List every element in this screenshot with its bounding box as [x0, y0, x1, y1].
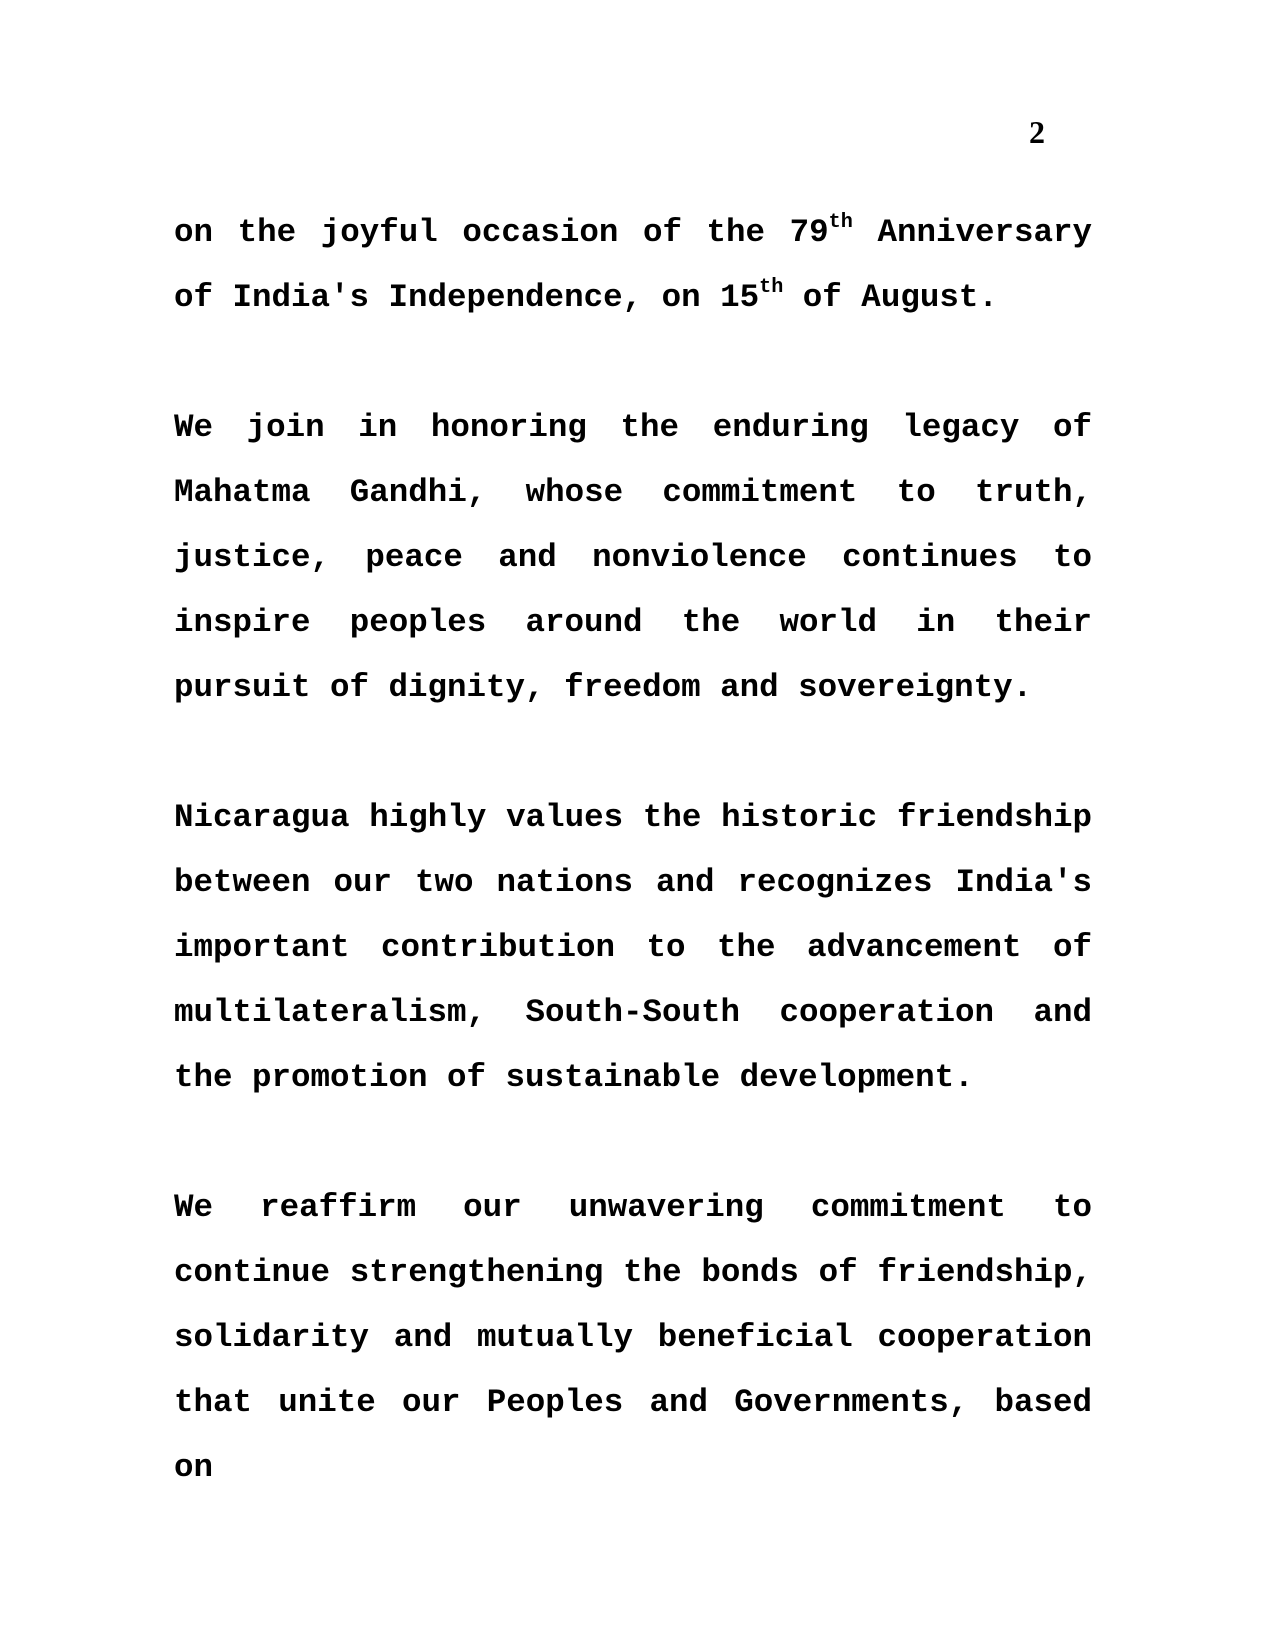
letter-body	[174, 200, 1092, 1500]
page-number: 2	[1029, 114, 1045, 150]
paragraph-friendship: Nicaragua highly values the historic friendship between our two nations and recognizes India's important contribution to the advancement of multilateralism, South-South cooperation and the promotion of sustainable development.	[174, 799, 1092, 1096]
paragraph-text: Anniversary of India's Independence, on 15	[174, 214, 1092, 316]
paragraph-anniversary	[174, 200, 1092, 330]
paragraph-commitment: We reaffirm our unwavering commitment to continue strengthening the bonds of friendship, solidarity and mutually beneficial cooperation that unite our Peoples and Governments, based on	[174, 1189, 1092, 1486]
paragraph-gandhi: We join in honoring the enduring legacy of Mahatma Gandhi, whose commitment to truth, justice, peace and nonviolence continues to inspire peoples around the world in their pursuit of dignity, freedom and sovereignty.	[174, 409, 1092, 706]
paragraph-text: of August.	[783, 279, 998, 316]
ordinal-suffix: th	[759, 275, 784, 299]
ordinal-suffix: th	[828, 210, 853, 234]
paragraph-text: on the joyful occasion of the 79	[174, 214, 829, 251]
